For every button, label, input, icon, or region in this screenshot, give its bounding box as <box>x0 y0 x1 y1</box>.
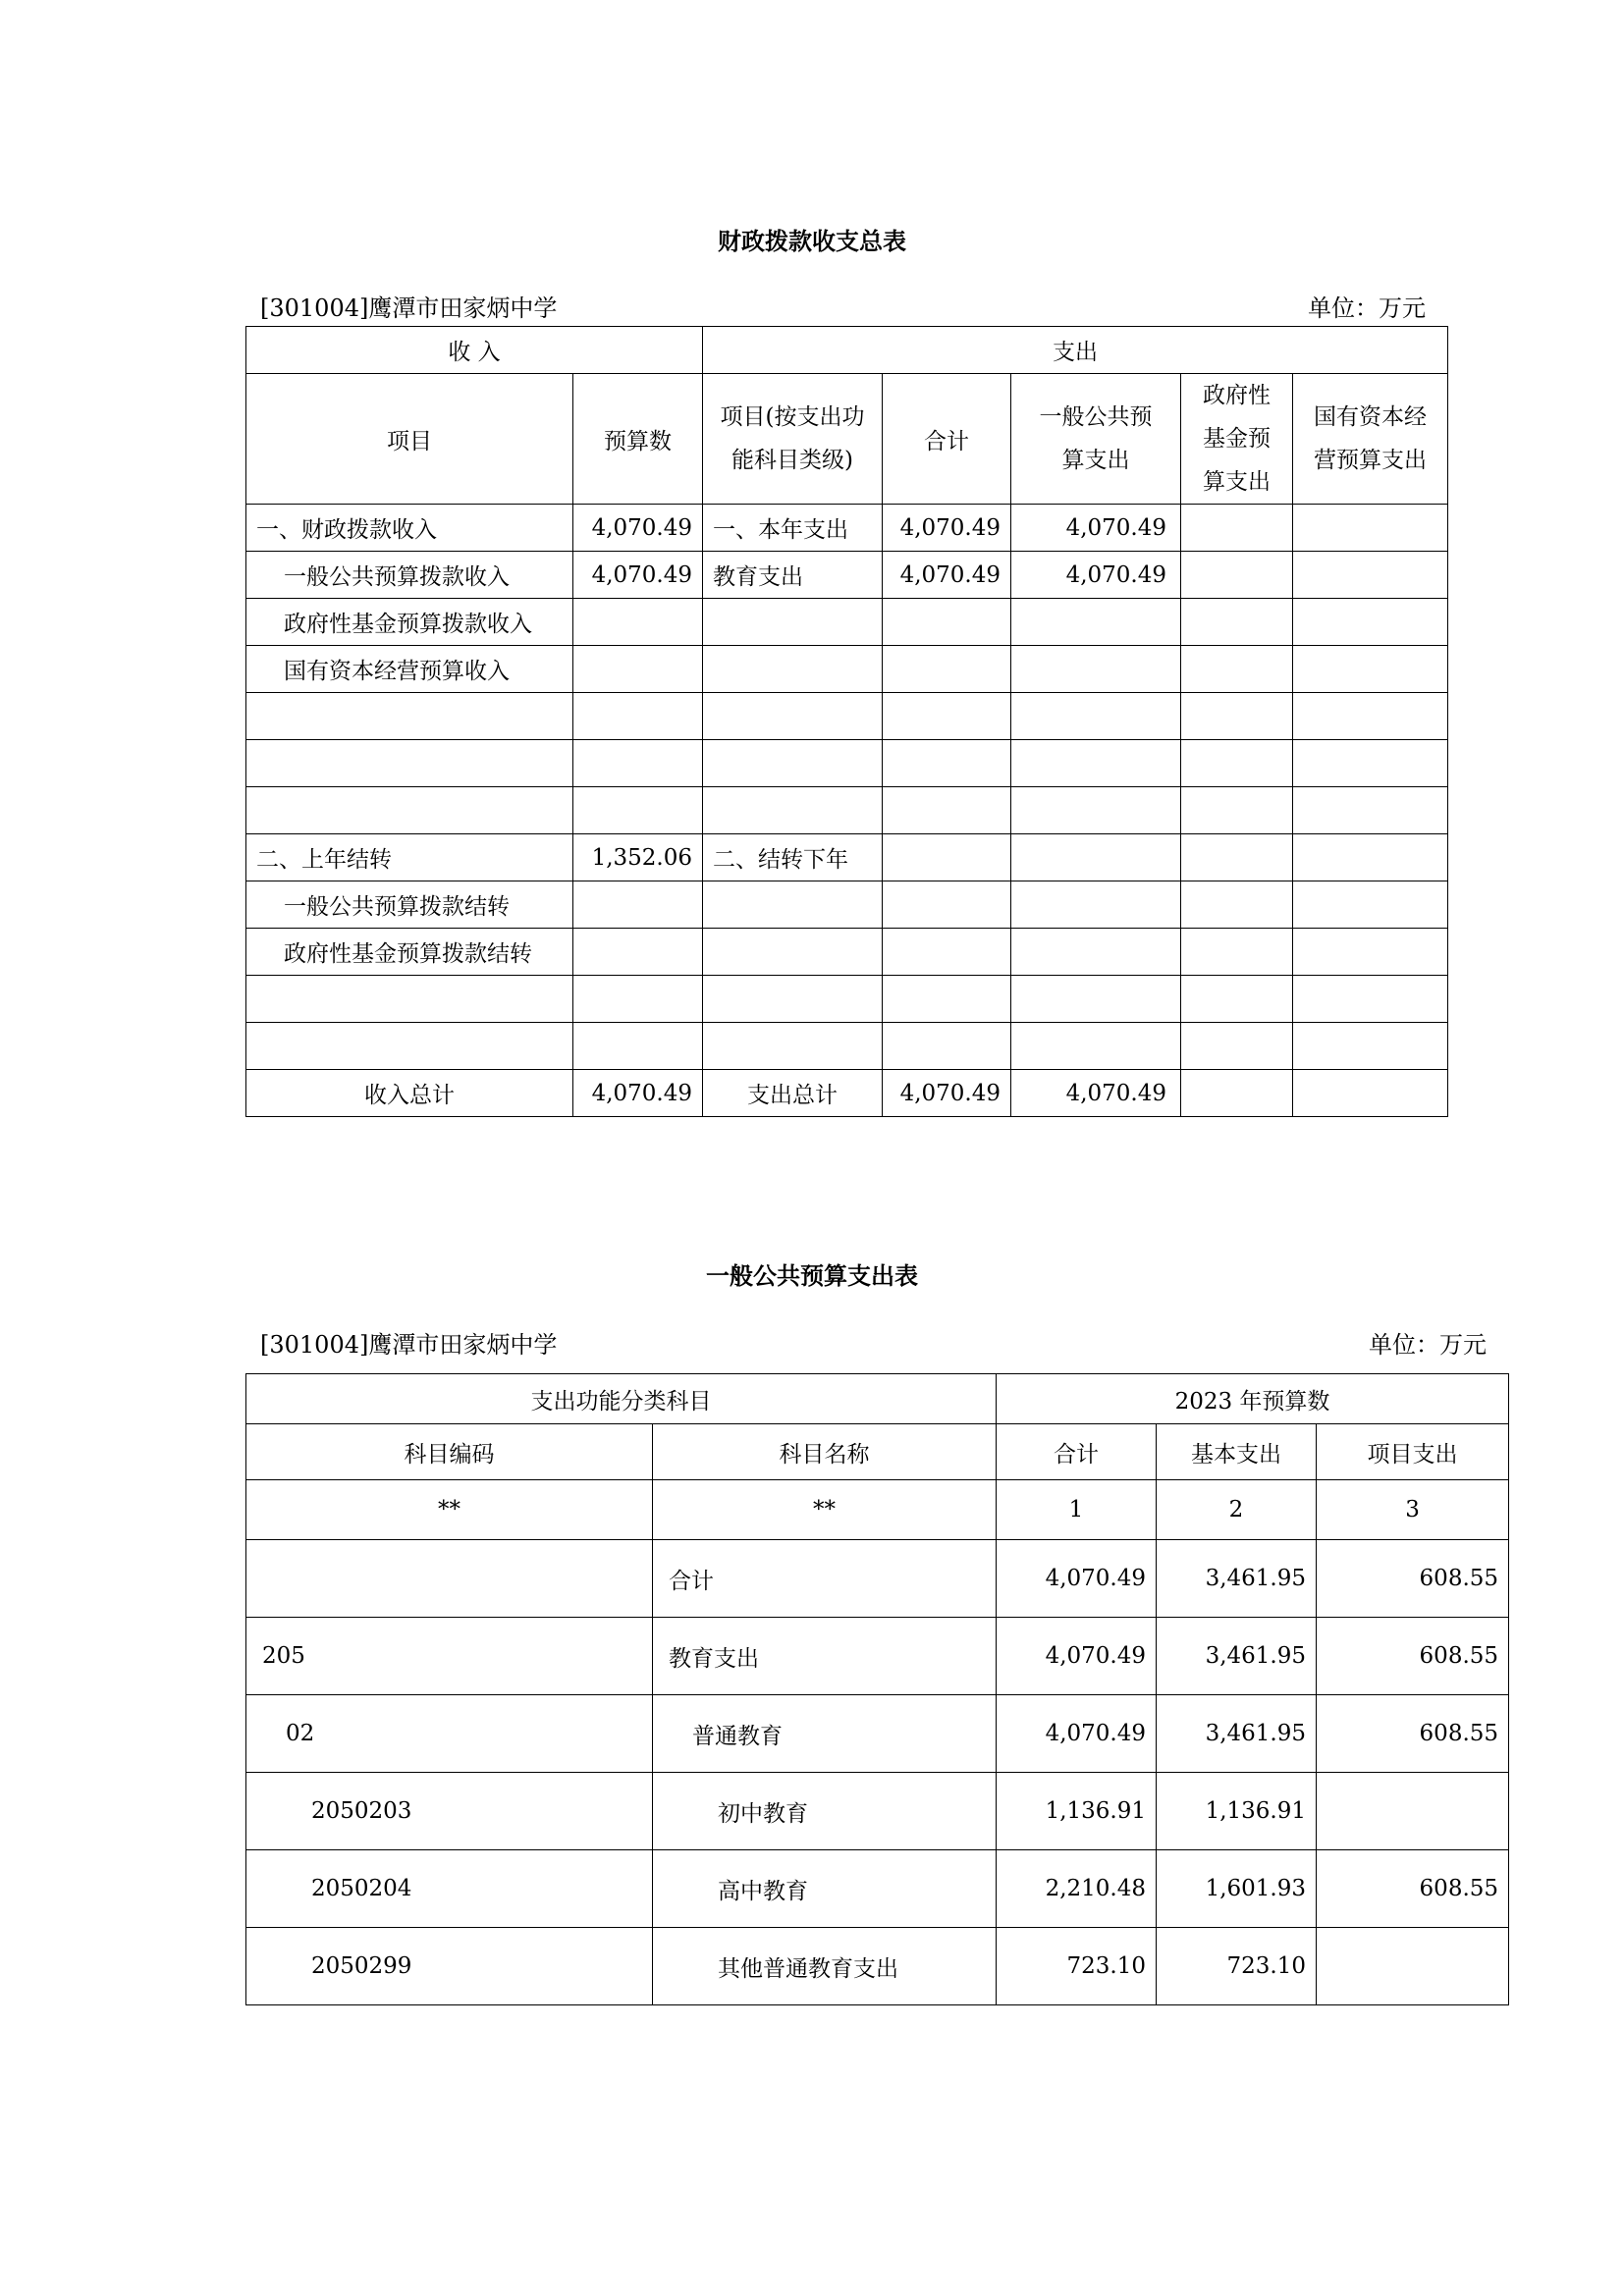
cell-total: 4,070.49 <box>997 1695 1157 1773</box>
cell-item: 一般公共预算拨款结转 <box>246 881 573 929</box>
table-row <box>246 1070 1448 1117</box>
cell-project: 608.55 <box>1317 1850 1509 1928</box>
cell-fund <box>1181 834 1293 881</box>
cell-total <box>883 599 1011 646</box>
cell-state <box>1293 1023 1448 1070</box>
col-state: 国有资本经营预算支出 <box>1293 374 1448 505</box>
col-total: 合计 <box>883 374 1011 505</box>
col-basic: 基本支出 <box>1157 1424 1317 1480</box>
cell-total <box>883 740 1011 787</box>
cell-project: 608.55 <box>1317 1695 1509 1773</box>
cell-basic: 723.10 <box>1157 1928 1317 2005</box>
cell-item <box>246 976 573 1023</box>
cell-general <box>1011 1023 1181 1070</box>
cell-total <box>883 787 1011 834</box>
col-project: 项目支出 <box>1317 1424 1509 1480</box>
table-row <box>246 646 1448 693</box>
cell-total <box>883 834 1011 881</box>
cell-total: 4,070.49 <box>997 1618 1157 1695</box>
cell-budget: 4,070.49 <box>573 505 703 552</box>
col-budget: 预算数 <box>573 374 703 505</box>
cell-total: 4,070.49 <box>997 1540 1157 1618</box>
cell-general <box>1011 834 1181 881</box>
table-row <box>246 505 1448 552</box>
cell-exp-item <box>703 693 883 740</box>
cell-code <box>246 1540 653 1618</box>
cell-item <box>246 740 573 787</box>
cell-exp-item <box>703 646 883 693</box>
cell-fund <box>1181 787 1293 834</box>
cell-budget <box>573 740 703 787</box>
cell-item: 收入总计 <box>246 1070 573 1117</box>
cell-exp-item: 支出总计 <box>703 1070 883 1117</box>
cell-item: 一、财政拨款收入 <box>246 505 573 552</box>
idx-code: ** <box>246 1480 653 1540</box>
cell-general <box>1011 976 1181 1023</box>
cell-total <box>883 976 1011 1023</box>
cell-fund <box>1181 929 1293 976</box>
cell-basic: 1,601.93 <box>1157 1850 1317 1928</box>
group-left: 支出功能分类科目 <box>246 1374 997 1424</box>
cell-fund <box>1181 1070 1293 1117</box>
cell-project <box>1317 1928 1509 2005</box>
cell-fund <box>1181 881 1293 929</box>
cell-total <box>883 881 1011 929</box>
cell-state <box>1293 740 1448 787</box>
cell-total <box>883 929 1011 976</box>
cell-fund <box>1181 693 1293 740</box>
cell-general <box>1011 693 1181 740</box>
idx-2: 2 <box>1157 1480 1317 1540</box>
fiscal-summary-table <box>245 326 1448 1117</box>
cell-fund <box>1181 505 1293 552</box>
table-row <box>246 1773 1509 1850</box>
cell-fund <box>1181 646 1293 693</box>
col-name: 科目名称 <box>653 1424 997 1480</box>
cell-general <box>1011 929 1181 976</box>
cell-budget <box>573 787 703 834</box>
table-row <box>246 976 1448 1023</box>
col-code: 科目编码 <box>246 1424 653 1480</box>
cell-code: 2050299 <box>246 1928 653 2005</box>
table-row <box>246 1618 1509 1695</box>
idx-1: 1 <box>997 1480 1157 1540</box>
cell-project: 608.55 <box>1317 1540 1509 1618</box>
cell-item <box>246 693 573 740</box>
cell-budget <box>573 929 703 976</box>
cell-fund <box>1181 1023 1293 1070</box>
cell-budget: 1,352.06 <box>573 834 703 881</box>
table-row <box>246 1540 1509 1618</box>
cell-basic: 3,461.95 <box>1157 1695 1317 1773</box>
table1-column-header <box>246 374 1448 505</box>
cell-project <box>1317 1773 1509 1850</box>
cell-state <box>1293 976 1448 1023</box>
cell-code: 02 <box>246 1695 653 1773</box>
cell-state <box>1293 929 1448 976</box>
table-row <box>246 552 1448 599</box>
table1-title: 财政拨款收支总表 <box>718 228 906 255</box>
group-right: 2023 年预算数 <box>997 1374 1509 1424</box>
idx-3: 3 <box>1317 1480 1509 1540</box>
cell-name: 初中教育 <box>653 1773 997 1850</box>
cell-name: 其他普通教育支出 <box>653 1928 997 2005</box>
cell-state <box>1293 834 1448 881</box>
cell-name: 教育支出 <box>653 1618 997 1695</box>
table1-org: [301004]鹰潭市田家炳中学 <box>260 294 558 322</box>
cell-state <box>1293 552 1448 599</box>
table2-column-header <box>246 1424 1509 1480</box>
cell-fund <box>1181 976 1293 1023</box>
table2-org: [301004]鹰潭市田家炳中学 <box>260 1331 558 1359</box>
cell-state <box>1293 1070 1448 1117</box>
cell-item <box>246 1023 573 1070</box>
col-exp-item: 项目(按支出功能科目类级) <box>703 374 883 505</box>
table-row <box>246 740 1448 787</box>
cell-budget <box>573 693 703 740</box>
table-row <box>246 599 1448 646</box>
cell-exp-item <box>703 740 883 787</box>
cell-general: 4,070.49 <box>1011 505 1181 552</box>
cell-general <box>1011 599 1181 646</box>
cell-item: 二、上年结转 <box>246 834 573 881</box>
cell-general <box>1011 646 1181 693</box>
cell-exp-item <box>703 929 883 976</box>
cell-exp-item <box>703 881 883 929</box>
cell-exp-item: 教育支出 <box>703 552 883 599</box>
cell-total: 4,070.49 <box>883 1070 1011 1117</box>
table-row <box>246 1695 1509 1773</box>
cell-name: 合计 <box>653 1540 997 1618</box>
cell-state <box>1293 787 1448 834</box>
idx-name: ** <box>653 1480 997 1540</box>
table-row <box>246 1023 1448 1070</box>
cell-state <box>1293 505 1448 552</box>
table1-group-header <box>246 327 1448 374</box>
cell-exp-item <box>703 599 883 646</box>
cell-basic: 3,461.95 <box>1157 1540 1317 1618</box>
cell-item: 政府性基金预算拨款收入 <box>246 599 573 646</box>
table2-index-row <box>246 1480 1509 1540</box>
cell-code: 2050204 <box>246 1850 653 1928</box>
table-row <box>246 1850 1509 1928</box>
cell-exp-item <box>703 976 883 1023</box>
cell-general: 4,070.49 <box>1011 552 1181 599</box>
col-fund: 政府性基金预算支出 <box>1181 374 1293 505</box>
cell-total: 1,136.91 <box>997 1773 1157 1850</box>
table-row <box>246 881 1448 929</box>
col-item: 项目 <box>246 374 573 505</box>
cell-name: 高中教育 <box>653 1850 997 1928</box>
cell-budget <box>573 1023 703 1070</box>
cell-project: 608.55 <box>1317 1618 1509 1695</box>
table-row <box>246 929 1448 976</box>
general-budget-expense-table <box>245 1373 1509 2005</box>
table1-unit: 单位：万元 <box>1308 294 1426 322</box>
cell-total: 4,070.49 <box>883 552 1011 599</box>
col-total: 合计 <box>997 1424 1157 1480</box>
cell-general <box>1011 740 1181 787</box>
cell-general <box>1011 787 1181 834</box>
cell-code: 205 <box>246 1618 653 1695</box>
cell-budget <box>573 881 703 929</box>
cell-basic: 3,461.95 <box>1157 1618 1317 1695</box>
expense-header: 支出 <box>703 327 1448 374</box>
table2-unit: 单位：万元 <box>1369 1331 1487 1359</box>
cell-general: 4,070.49 <box>1011 1070 1181 1117</box>
cell-fund <box>1181 552 1293 599</box>
cell-total: 2,210.48 <box>997 1850 1157 1928</box>
cell-state <box>1293 599 1448 646</box>
cell-state <box>1293 881 1448 929</box>
cell-budget <box>573 599 703 646</box>
table-row <box>246 787 1448 834</box>
cell-code: 2050203 <box>246 1773 653 1850</box>
cell-exp-item <box>703 787 883 834</box>
cell-basic: 1,136.91 <box>1157 1773 1317 1850</box>
cell-total <box>883 1023 1011 1070</box>
cell-total: 723.10 <box>997 1928 1157 2005</box>
table2-group-header <box>246 1374 1509 1424</box>
col-general: 一般公共预算支出 <box>1011 374 1181 505</box>
cell-fund <box>1181 740 1293 787</box>
cell-name: 普通教育 <box>653 1695 997 1773</box>
cell-exp-item <box>703 1023 883 1070</box>
cell-item: 一般公共预算拨款收入 <box>246 552 573 599</box>
cell-item: 政府性基金预算拨款结转 <box>246 929 573 976</box>
cell-general <box>1011 881 1181 929</box>
cell-total <box>883 646 1011 693</box>
table-row <box>246 693 1448 740</box>
table-row <box>246 1928 1509 2005</box>
cell-item <box>246 787 573 834</box>
cell-budget <box>573 646 703 693</box>
table-row <box>246 834 1448 881</box>
cell-state <box>1293 646 1448 693</box>
cell-total <box>883 693 1011 740</box>
cell-budget <box>573 976 703 1023</box>
income-header: 收 入 <box>246 327 703 374</box>
cell-budget: 4,070.49 <box>573 552 703 599</box>
cell-exp-item: 二、结转下年 <box>703 834 883 881</box>
cell-exp-item: 一、本年支出 <box>703 505 883 552</box>
cell-state <box>1293 693 1448 740</box>
table2-title: 一般公共预算支出表 <box>706 1262 918 1290</box>
cell-budget: 4,070.49 <box>573 1070 703 1117</box>
cell-fund <box>1181 599 1293 646</box>
cell-total: 4,070.49 <box>883 505 1011 552</box>
cell-item: 国有资本经营预算收入 <box>246 646 573 693</box>
